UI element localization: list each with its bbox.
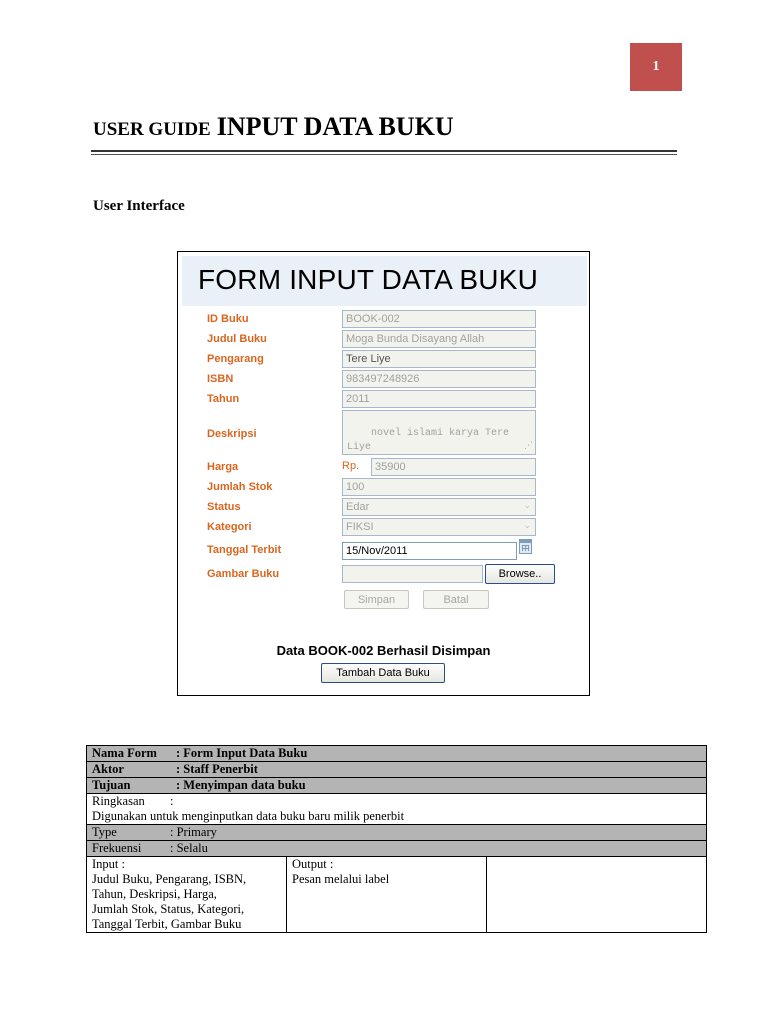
output-key: Output : [292,857,334,871]
tanggal-terbit-field[interactable]: 15/Nov/2011 [342,542,517,560]
ringkasan-key: Ringkasan [92,794,145,808]
pengarang-field[interactable]: Tere Liye [342,350,536,368]
label-status: Status [207,501,241,513]
currency-prefix: Rp. [342,460,360,472]
tambah-data-buku-button[interactable]: Tambah Data Buku [321,663,445,683]
jumlah-stok-field[interactable]: 100 [342,478,536,496]
tujuan-key: Tujuan [92,778,131,792]
title-rule-thin [91,154,677,155]
dropdown-arrow-icon[interactable]: ⌄ [523,501,531,511]
table-row-nama-form [87,746,707,762]
form-title: FORM INPUT DATA BUKU [198,264,539,295]
gambar-buku-field[interactable] [342,565,483,583]
kategori-select[interactable] [342,518,536,536]
form-screenshot [177,251,590,696]
tujuan-cell [87,778,707,794]
document-title [93,112,454,142]
label-tahun: Tahun [207,393,240,405]
deskripsi-textarea[interactable] [342,410,536,455]
browse-button[interactable]: Browse.. [485,564,555,584]
input-cell [87,857,287,933]
id-buku-field[interactable]: BOOK-002 [342,310,536,328]
ringkasan-sep: : [170,794,174,808]
ringkasan-value: Digunakan untuk menginputkan data buku baru milik penerbit [92,809,405,823]
status-value: Edar [346,501,370,513]
resize-grip-icon[interactable]: ⋰ [524,441,533,451]
document-title-prefix: USER GUIDE [93,119,211,140]
title-rule-thick [91,150,677,152]
label-judul-buku: Judul Buku [207,333,267,345]
aktor-value: : Staff Penerbit [176,762,258,776]
simpan-button[interactable]: Simpan [344,590,409,609]
deskripsi-text: novel islami karya Tere Liye [347,428,516,453]
page-number-badge: 1 [630,43,682,91]
isbn-field[interactable]: 983497248926 [342,370,536,388]
table-row-input-output [87,857,707,933]
nama-form-value: : Form Input Data Buku [176,746,308,760]
label-kategori: Kategori [207,521,252,533]
label-tanggal-terbit: Tanggal Terbit [207,544,282,556]
type-key: Type [92,825,117,839]
document-title-main: INPUT DATA BUKU [216,112,454,141]
judul-buku-field[interactable]: Moga Bunda Disayang Allah [342,330,536,348]
output-cell [287,857,487,933]
harga-field[interactable]: 35900 [371,458,536,476]
use-case-spec-table [86,745,707,933]
frekuensi-key: Frekuensi [92,841,142,855]
type-value: : Primary [170,825,217,839]
calendar-icon[interactable] [519,539,532,554]
input-value: Judul Buku, Pengarang, ISBN, Tahun, Deskripsi, Harga, Jumlah Stok, Status, Kategori, Tanggal Terbit, Gambar Buku [92,872,247,931]
dropdown-arrow-icon[interactable]: ⌄ [523,521,531,531]
nama-form-key: Nama Form [92,746,157,760]
aktor-key: Aktor [92,762,124,776]
label-jumlah-stok: Jumlah Stok [207,481,273,493]
label-pengarang: Pengarang [207,353,264,365]
aktor-cell [87,762,707,778]
batal-button[interactable]: Batal [423,590,489,609]
form-header [182,256,587,306]
status-message: Data BOOK-002 Berhasil Disimpan [276,643,491,658]
section-heading: User Interface [93,198,185,214]
tahun-field[interactable]: 2011 [342,390,536,408]
table-row-frekuensi [87,841,707,857]
type-cell [87,825,707,841]
frekuensi-value: : Selalu [170,841,208,855]
table-row-ringkasan [87,794,707,825]
kategori-value: FIKSI [346,521,374,533]
input-key: Input : [92,857,125,871]
label-harga: Harga [207,461,239,473]
label-deskripsi: Deskripsi [207,428,257,440]
table-row-aktor [87,762,707,778]
status-select[interactable] [342,498,536,516]
frekuensi-cell [87,841,707,857]
label-isbn: ISBN [207,373,234,385]
label-id-buku: ID Buku [207,313,249,325]
label-gambar-buku: Gambar Buku [207,568,280,580]
nama-form-cell [87,746,707,762]
ringkasan-cell [87,794,707,825]
table-row-type [87,825,707,841]
empty-cell [487,857,707,933]
tujuan-value: : Menyimpan data buku [176,778,306,792]
table-row-tujuan [87,778,707,794]
output-value: Pesan melalui label [292,872,390,886]
